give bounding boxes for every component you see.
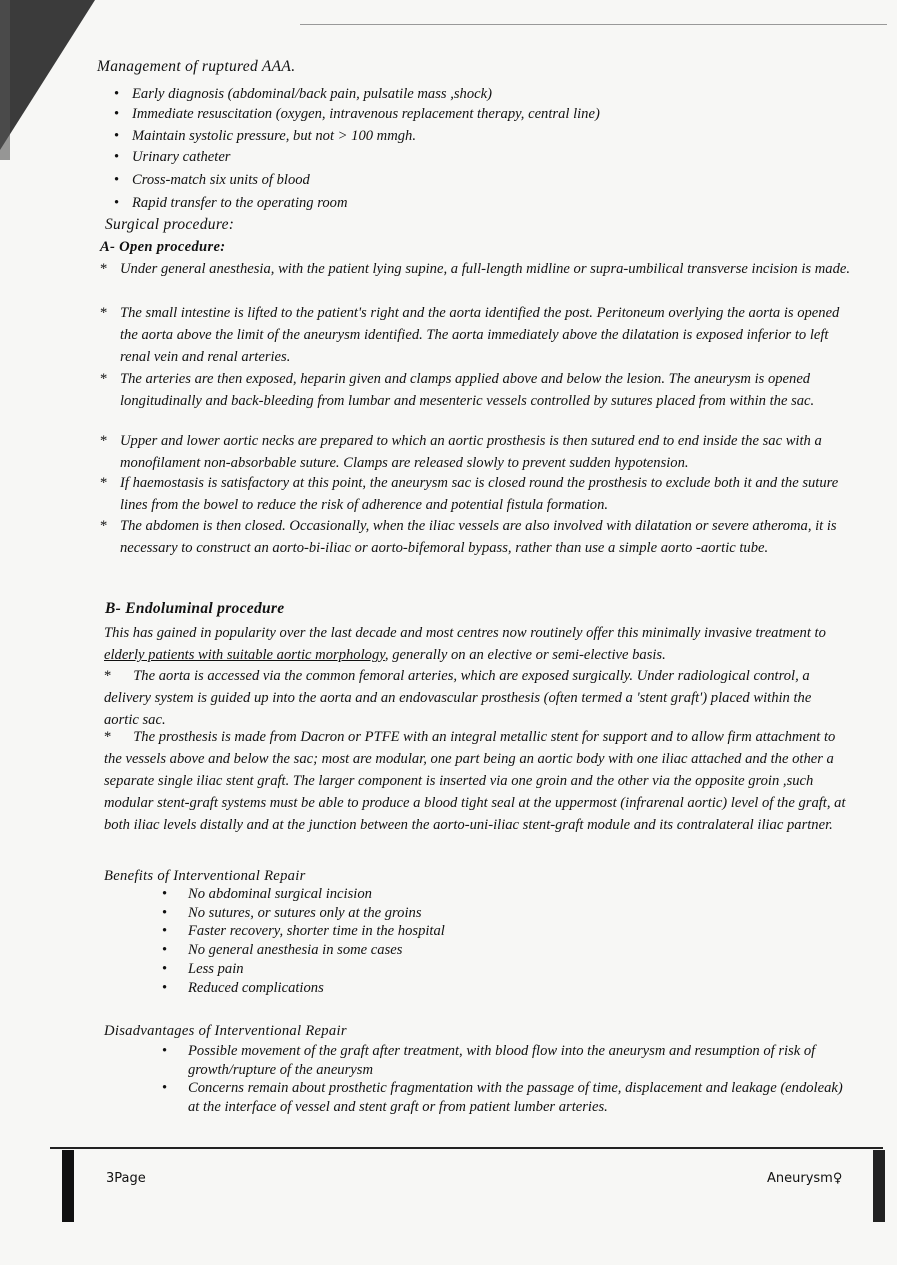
management-heading: Management of ruptured AAA. bbox=[97, 58, 296, 75]
endoluminal-heading: B- Endoluminal procedure bbox=[105, 600, 285, 617]
open-procedure-item: * The arteries are then exposed, heparin given and clamps applied above and below the lesion. The aneurysm is opened longitudinally and back-bleeding from lumbar and mesenteric vessels controlled by sutures placed from within the sac. bbox=[100, 371, 815, 409]
scan-corner-shadow bbox=[0, 0, 95, 150]
page-number: 3Page bbox=[106, 1171, 146, 1186]
list-item: • Maintain systolic pressure, but not > 100 mmgh. bbox=[116, 128, 416, 145]
list-item: • No sutures, or sutures only at the groins bbox=[162, 905, 422, 922]
list-item: • Early diagnosis (abdominal/back pain, pulsatile mass ,shock) bbox=[116, 86, 492, 103]
endoluminal-paragraph: * The prosthesis is made from Dacron or PTFE with an integral metallic stent for support and to allow firm attachment to the vessels above and below the sac; most are modular, one part being an aortic body with one iliac attached and the other a separate single iliac stent graft. The larger component is inserted via one groin and the other via the opposite groin ,such modular stent-graft systems must be able to produce a blood tight seal at the uppermost (infrarenal aortic) level of the graft, at both iliac levels distally and at the junction between the aorto-uni-iliac stent-graft module and its contralateral iliac partner. bbox=[104, 729, 846, 833]
list-item: • Rapid transfer to the operating room bbox=[116, 195, 348, 212]
open-procedure-item: * Under general anesthesia, with the patient lying supine, a full-length midline or supra-umbilical transverse incision is made. bbox=[100, 261, 851, 277]
list-item: • No general anesthesia in some cases bbox=[162, 942, 402, 959]
list-item: • Reduced complications bbox=[162, 980, 324, 997]
surgical-heading: Surgical procedure: bbox=[105, 216, 235, 233]
list-item: • Concerns remain about prosthetic fragmentation with the passage of time, displacement and leakage (endoleak) at the interface of vessel and stent graft or from patient lumber arteries. bbox=[162, 1079, 852, 1117]
female-symbol-icon: ♀ bbox=[832, 1171, 843, 1186]
list-item: • Less pain bbox=[162, 961, 244, 978]
disadvantages-heading: Disadvantages of Interventional Repair bbox=[104, 1023, 347, 1039]
footer-bar-right bbox=[873, 1150, 885, 1222]
list-item: • Faster recovery, shorter time in the hospital bbox=[162, 923, 445, 940]
open-procedure-item: * The small intestine is lifted to the patient's right and the aorta identified the post. Peritoneum overlying the aorta is opened the aorta above the limit of the aneurysm identified. The aorta immediately above the dilatation is exposed inferior to left renal vein and renal arteries. bbox=[100, 305, 840, 365]
footer-title: Aneurysm♀ bbox=[767, 1171, 843, 1186]
open-procedure-item: * The abdomen is then closed. Occasionally, when the iliac vessels are also involved with dilatation or severe atheroma, it is necessary to construct an aorto-bi-iliac or aorto-bifemoral bypass, rather than use a simple aorto -aortic tube. bbox=[100, 518, 837, 556]
open-procedure-item: * Upper and lower aortic necks are prepared to which an aortic prosthesis is then sutured end to end inside the sac with a monofilament non-absorbable suture. Clamps are released slowly to prevent sudden hypotension. bbox=[100, 433, 822, 471]
footer-bar-left bbox=[62, 1150, 74, 1222]
list-item: • Possible movement of the graft after treatment, with blood flow into the aneurysm and resumption of risk of growth/rupture of the aneurysm bbox=[162, 1042, 852, 1080]
list-item: • Urinary catheter bbox=[116, 149, 231, 166]
list-item: • Immediate resuscitation (oxygen, intravenous replacement therapy, central line) bbox=[116, 106, 600, 123]
open-procedure-heading: A- Open procedure: bbox=[100, 239, 226, 255]
benefits-heading: Benefits of Interventional Repair bbox=[104, 868, 306, 884]
top-rule bbox=[300, 24, 887, 25]
list-item: • Cross-match six units of blood bbox=[116, 172, 310, 189]
endoluminal-paragraph: * The aorta is accessed via the common femoral arteries, which are exposed surgically. Under radiological control, a delivery system is guided up into the aorta and an endovascular prosthesis (often termed a 'stent graft') placed within the aortic sac. bbox=[104, 668, 812, 728]
scan-edge-shadow bbox=[0, 0, 10, 160]
footer-rule bbox=[50, 1147, 883, 1149]
open-procedure-item: * If haemostasis is satisfactory at this point, the aneurysm sac is closed round the prosthesis to exclude both it and the suture lines from the bowel to reduce the risk of adherence and potential fistula formation. bbox=[100, 475, 839, 513]
endoluminal-intro: This has gained in popularity over the last decade and most centres now routinely offer this minimally invasive treatment to elderly patients with suitable aortic morphology, generally on an elective or semi-elective basis. bbox=[104, 625, 826, 663]
list-item: • No abdominal surgical incision bbox=[162, 886, 372, 903]
